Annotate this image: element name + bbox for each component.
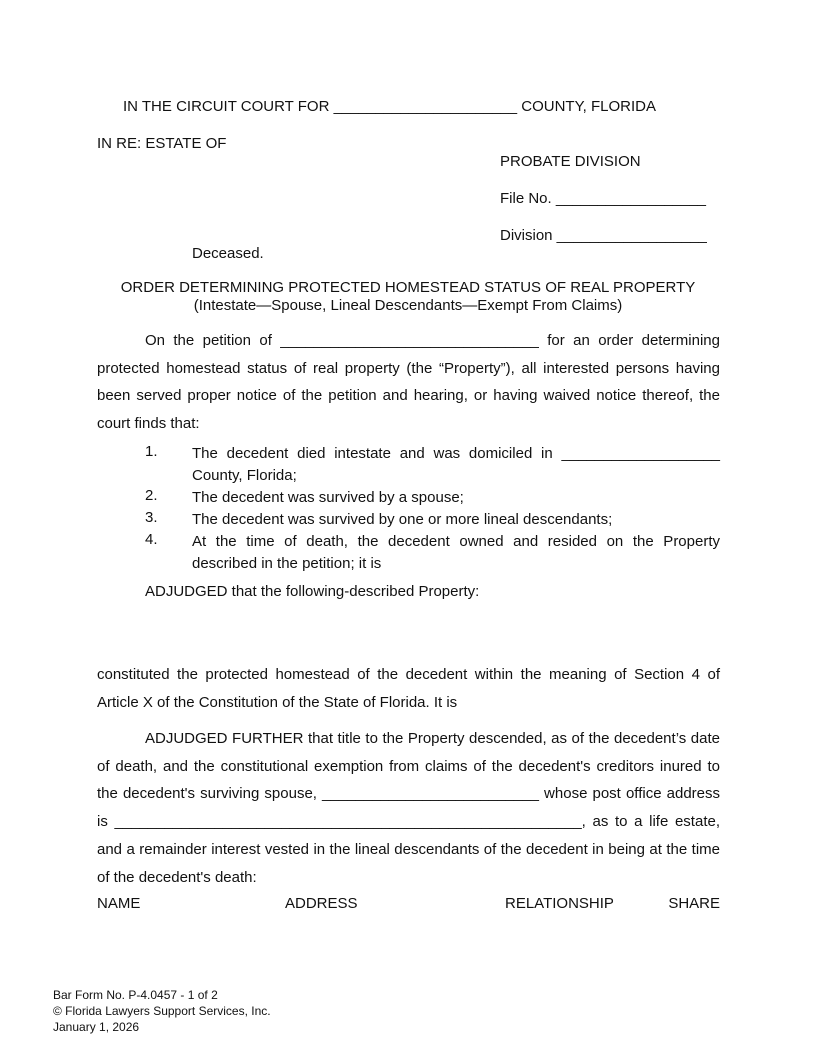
order-title: ORDER DETERMINING PROTECTED HOMESTEAD STATUS OF REAL PROPERTY xyxy=(120,279,696,296)
column-share: SHARE xyxy=(668,895,720,912)
copyright: © Florida Lawyers Support Services, Inc. xyxy=(53,1004,271,1018)
form-number: Bar Form No. P-4.0457 - 1 of 2 xyxy=(53,988,218,1002)
finding-number: 2. xyxy=(145,487,158,504)
finding-number: 4. xyxy=(145,531,158,548)
homestead-paragraph: constituted the protected homestead of the decedent within the meaning of Section 4 of Article X of the Constitution of the State of Florida. It is xyxy=(97,666,720,711)
finding-text: The decedent was survived by a spouse; xyxy=(192,489,464,506)
column-address: ADDRESS xyxy=(285,895,358,912)
finding-text: The decedent died intestate and was domiciled in ___________________ County, Florida; xyxy=(192,445,720,484)
column-relationship: RELATIONSHIP xyxy=(505,895,614,912)
adjudged-paragraph: ADJUDGED that the following-described Property: xyxy=(145,583,480,600)
adjudged-further-paragraph: ADJUDGED FURTHER that title to the Property descended, as of the decedent’s date of death, and the constitutional exemption from claims of the decedent's creditors inured to the decedent's surviving spouse, __________________________ whose post office address is ________________________________________________________, as to a life estate, and a remainder interest vested in the lineal descendants of the decedent in being at the time of the decedent's death: xyxy=(97,730,720,886)
court-heading: IN THE CIRCUIT COURT FOR ______________________ COUNTY, FLORIDA xyxy=(123,98,657,115)
finding-text: The decedent was survived by one or more lineal descendants; xyxy=(192,511,613,528)
finding-number: 1. xyxy=(145,443,158,460)
file-number: File No. __________________ xyxy=(500,190,707,207)
form-date: January 1, 2026 xyxy=(53,1020,140,1034)
in-re-estate: IN RE: ESTATE OF xyxy=(97,135,227,152)
probate-division: PROBATE DIVISION xyxy=(500,153,641,170)
footer xyxy=(53,987,271,1035)
division-number: Division __________________ xyxy=(500,227,707,244)
petition-paragraph: On the petition of _______________________________ for an order determining protected homestead status of real property (the “Property”), all interested persons having been served proper notice of the petition and hearing, or having waived notice thereof, the court finds that: xyxy=(97,332,720,433)
finding-number: 3. xyxy=(145,509,158,526)
order-subtitle: (Intestate—Spouse, Lineal Descendants—Exempt From Claims) xyxy=(193,297,623,314)
deceased-label: Deceased. xyxy=(192,245,264,262)
column-name: NAME xyxy=(97,895,141,912)
finding-text: At the time of death, the decedent owned and resided on the Property described in the petition; it is xyxy=(192,533,720,572)
